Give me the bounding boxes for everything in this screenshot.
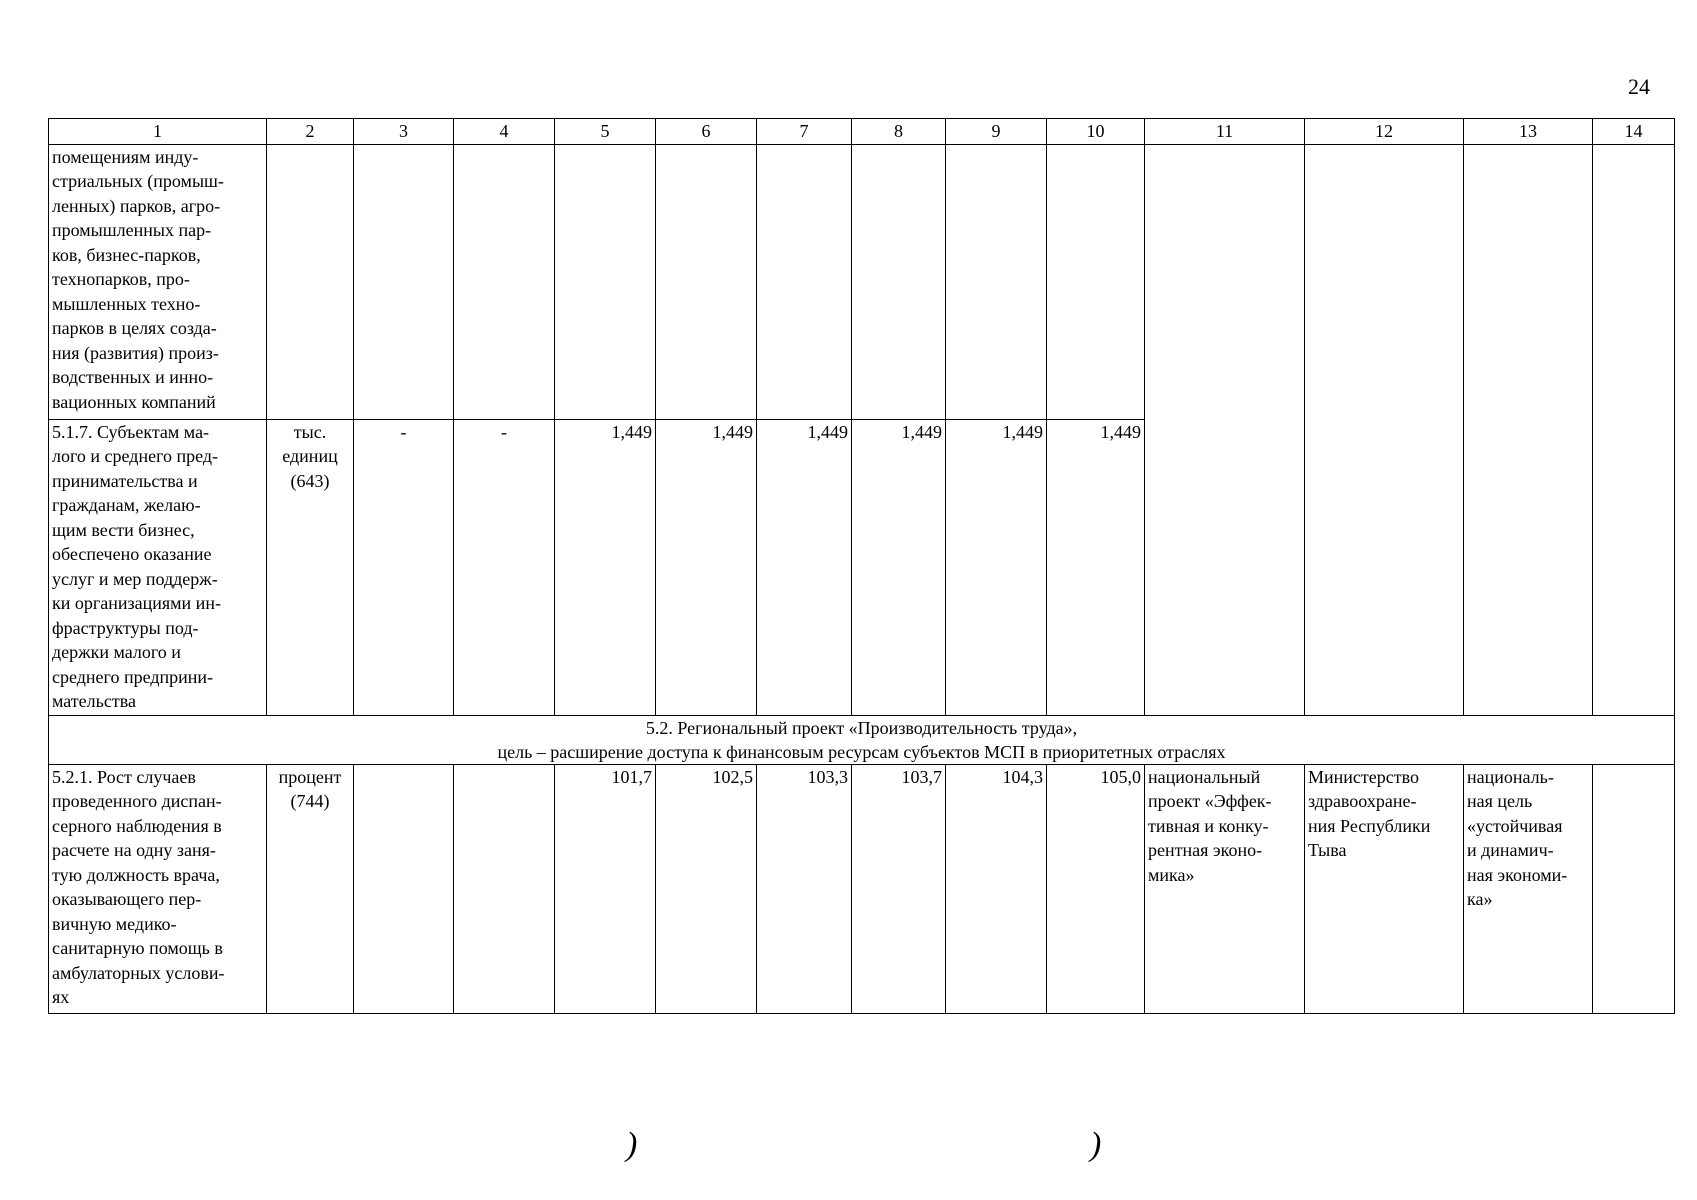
column-header: 11 xyxy=(1145,119,1305,145)
column-header: 4 xyxy=(454,119,555,145)
indicator-name: помещениям инду- стриальных (промыш- ленных) парков, агро- промышленных пар- ков, бизнес-парков, технопарков, про- мышленных техно- парков в целях созда- ния (развития) произ- водственных и инно- вационных компаний xyxy=(49,144,267,419)
column-header: 8 xyxy=(852,119,946,145)
section-title-line-1: 5.2. Региональный проект «Производительность труда», xyxy=(645,717,1078,738)
section-header-row xyxy=(49,715,1675,764)
value-cell xyxy=(1047,144,1145,419)
value-cell xyxy=(555,144,656,419)
value-cell: 103,7 xyxy=(852,764,946,1013)
column-header: 7 xyxy=(757,119,852,145)
column-header: 10 xyxy=(1047,119,1145,145)
unit-cell xyxy=(267,144,354,419)
column-header: 13 xyxy=(1464,119,1593,145)
value-cell: 105,0 xyxy=(1047,764,1145,1013)
scan-mark-right: ) xyxy=(1090,1126,1102,1163)
value-cell xyxy=(454,764,555,1013)
goal-cell xyxy=(1464,144,1593,715)
value-cell: - xyxy=(354,419,454,715)
unit-cell: процент (744) xyxy=(267,764,354,1013)
executor-cell: Министерство здравоохране- ния Республики Тыва xyxy=(1305,764,1464,1013)
value-cell xyxy=(656,144,757,419)
indicators-table xyxy=(48,118,1675,1014)
goal-cell: националь- ная цель «устойчивая и динамич- ная экономи- ка» xyxy=(1464,764,1593,1013)
value-cell xyxy=(852,144,946,419)
executor-cell xyxy=(1305,144,1464,715)
value-cell xyxy=(757,144,852,419)
unit-cell: тыс. единиц (643) xyxy=(267,419,354,715)
value-cell: 103,3 xyxy=(757,764,852,1013)
table-row-continuation xyxy=(49,144,1675,419)
value-cell: 1,449 xyxy=(656,419,757,715)
indicator-name: 5.1.7. Субъектам ма- лого и среднего пред- принимательства и гражданам, желаю- щим вести бизнес, обеспечено оказание услуг и мер поддерж- ки организациями ин- фраструктуры под- держки малого и среднего предприни- мательства xyxy=(49,419,267,715)
value-cell: 101,7 xyxy=(555,764,656,1013)
page-number: 24 xyxy=(1628,74,1650,99)
column-header: 6 xyxy=(656,119,757,145)
column-number-row xyxy=(49,119,1675,145)
value-cell: 104,3 xyxy=(946,764,1047,1013)
column-header: 14 xyxy=(1593,119,1675,145)
column-header: 2 xyxy=(267,119,354,145)
column-header: 12 xyxy=(1305,119,1464,145)
section-title-line-2: цель – расширение доступа к финансовым ресурсам субъектов МСП в приоритетных отраслях xyxy=(497,741,1226,762)
value-cell: - xyxy=(454,419,555,715)
column-header: 5 xyxy=(555,119,656,145)
scan-mark-left: ) xyxy=(626,1126,638,1163)
column-header: 1 xyxy=(49,119,267,145)
value-cell: 1,449 xyxy=(852,419,946,715)
value-cell xyxy=(946,144,1047,419)
value-cell: 1,449 xyxy=(757,419,852,715)
note-cell xyxy=(1593,144,1675,715)
indicator-name: 5.2.1. Рост случаев проведенного диспан- серного наблюдения в расчете на одну заня- тую должность врача, оказывающего пер- вичную медико- санитарную помощь в амбулаторных услови- ях xyxy=(49,764,267,1013)
project-cell: национальный проект «Эффек- тивная и конку- рентная эконо- мика» xyxy=(1145,764,1305,1013)
column-header: 9 xyxy=(946,119,1047,145)
table-row-5-2-1 xyxy=(49,764,1675,1013)
note-cell xyxy=(1593,764,1675,1013)
value-cell xyxy=(354,764,454,1013)
value-cell: 1,449 xyxy=(946,419,1047,715)
value-cell: 1,449 xyxy=(1047,419,1145,715)
column-header: 3 xyxy=(354,119,454,145)
value-cell xyxy=(354,144,454,419)
project-cell xyxy=(1145,144,1305,715)
value-cell xyxy=(454,144,555,419)
section-title xyxy=(49,715,1675,764)
value-cell: 102,5 xyxy=(656,764,757,1013)
value-cell: 1,449 xyxy=(555,419,656,715)
